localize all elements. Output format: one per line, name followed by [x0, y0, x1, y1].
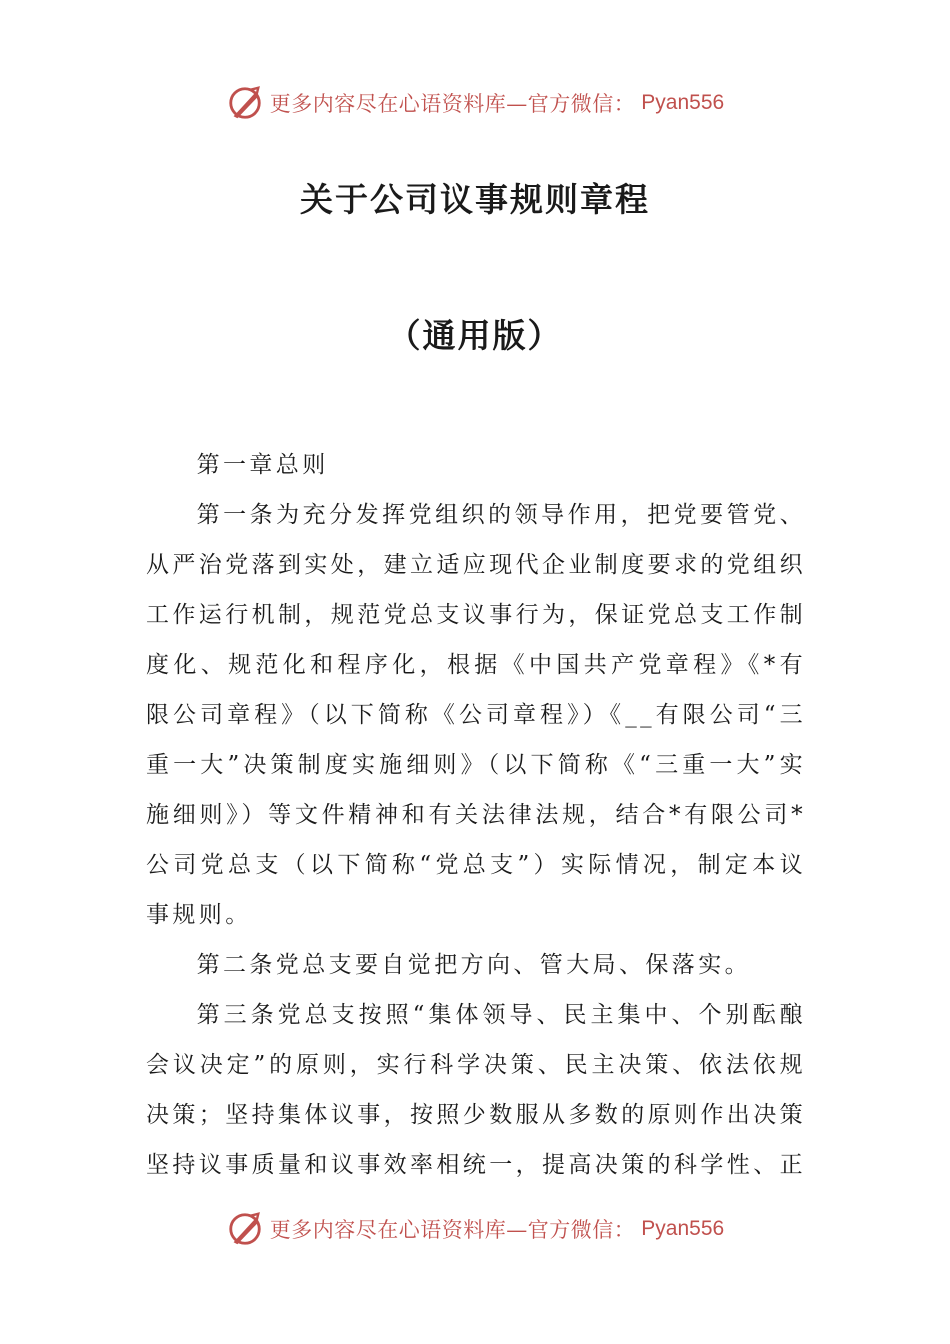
article-3: 第三条党总支按照“集体领导、民主集中、个别酝酿会议决定”的原则，实行科学决策、民主决策、依法依规决策；坚持集体议事，按照少数服从多数的原则作出决策坚持议事质量和议事效率相统一，提高决策的科学性、正 [146, 1002, 806, 1178]
watermark-banner-top [0, 84, 950, 122]
document-title: 关于公司议事规则章程 [300, 180, 650, 219]
watermark-text: 更多内容尽在心语资料库—官方微信： [269, 92, 636, 116]
document-body [146, 440, 806, 1190]
watermark-wechat-id: Pyan556 [641, 1217, 725, 1240]
chapter-heading: 第一章总则 [196, 452, 329, 478]
document-subtitle: （通用版） [387, 316, 563, 355]
article-2: 第二条党总支要自觉把方向、管大局、保落实。 [196, 952, 751, 978]
pen-logo-icon [226, 84, 264, 122]
pen-logo-icon [226, 1210, 264, 1248]
watermark-wechat-id: Pyan556 [641, 91, 725, 114]
watermark-banner-bottom [0, 1210, 950, 1248]
watermark-text: 更多内容尽在心语资料库—官方微信： [269, 1218, 636, 1242]
article-1: 第一条为充分发挥党组织的领导作用，把党要管党、从严治党落到实处，建立适应现代企业制度要求的党组织工作运行机制，规范党总支议事行为，保证党总支工作制度化、规范化和程序化，根据《中国共产党章程》《*有限公司章程》（以下简称《公司章程》）《__有限公司“三重一大”决策制度实施细则》（以下简称《“三重一大”实施细则》）等文件精神和有关法律法规，结合*有限公司*公司党总支（以下简称“党总支”）实际情况，制定本议事规则。 [146, 502, 806, 928]
